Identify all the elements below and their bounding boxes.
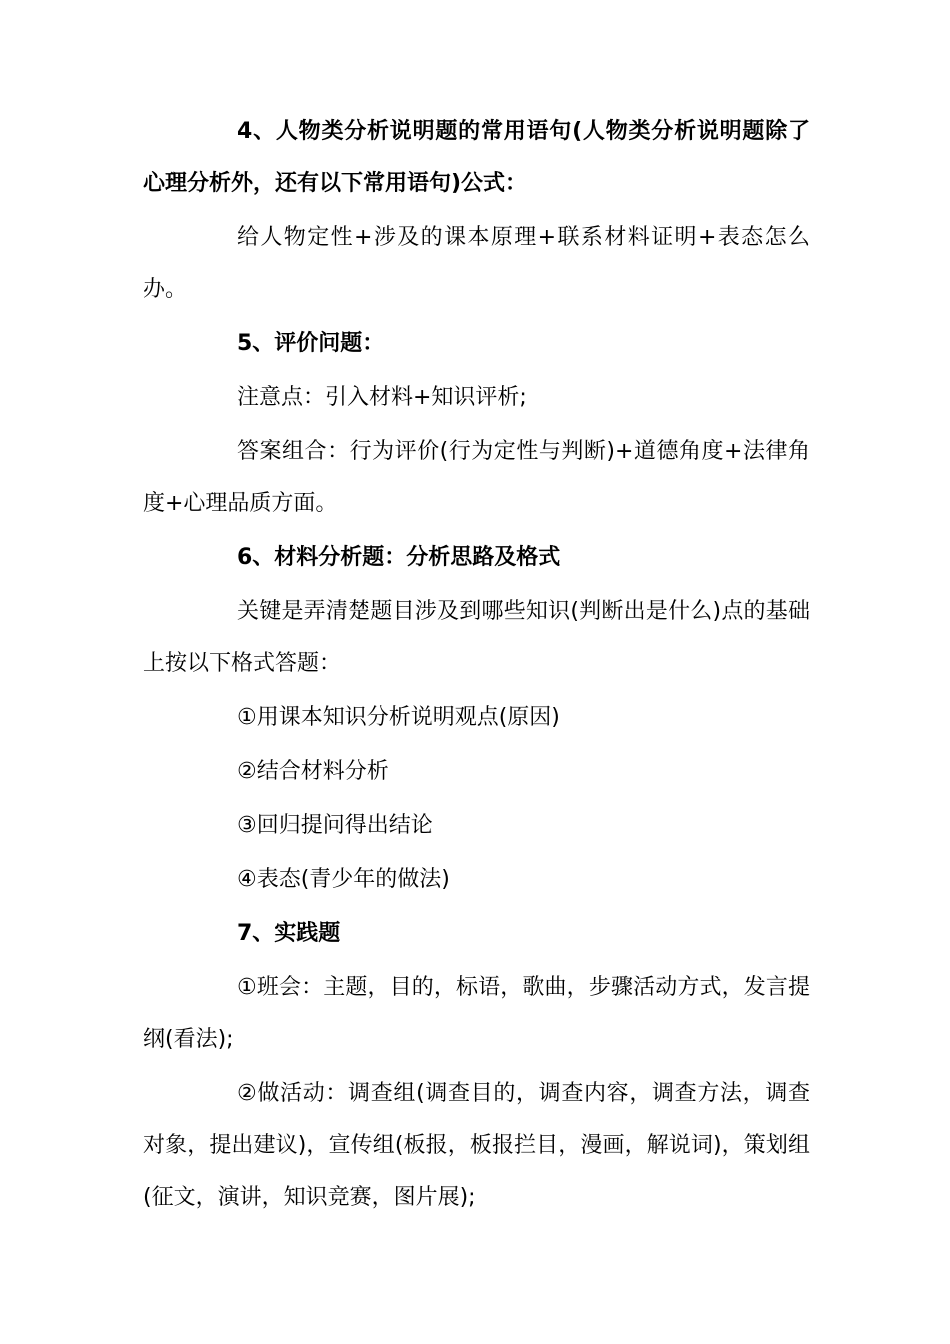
- paragraph-key-point: 关键是弄清楚题目涉及到哪些知识(判断出是什么)点的基础上按以下格式答题：: [143, 599, 810, 676]
- list-item-2: ②结合材料分析: [237, 759, 389, 784]
- paragraph-attention-points: 注意点：引入材料+知识评析;: [237, 385, 527, 410]
- list-item-4: ④表态(青少年的做法): [237, 867, 450, 892]
- paragraph-activities: ②做活动：调查组(调查目的，调查内容，调查方法，调查对象，提出建议)，宣传组(板报，板报拦目，漫画，解说词)，策划组(征文，演讲，知识竞赛，图片展);: [143, 1081, 810, 1210]
- heading-6-material-analysis: 6、材料分析题：分析思路及格式: [237, 545, 561, 570]
- heading-5-evaluation: 5、评价问题：: [237, 331, 385, 356]
- heading-7-practice: 7、实践题: [237, 921, 341, 946]
- list-item-3: ③回归提问得出结论: [237, 813, 433, 838]
- paragraph-class-meeting: ①班会：主题，目的，标语，歌曲，步骤活动方式，发言提纲(看法);: [143, 975, 810, 1052]
- paragraph-formula: 给人物定性+涉及的课本原理+联系材料证明+表态怎么办。: [143, 225, 810, 302]
- heading-4-people-analysis: 4、人物类分析说明题的常用语句(人物类分析说明题除了心理分析外，还有以下常用语句)公式：: [143, 119, 810, 196]
- list-item-1: ①用课本知识分析说明观点(原因): [237, 705, 560, 730]
- paragraph-answer-combination: 答案组合：行为评价(行为定性与判断)+道德角度+法律角度+心理品质方面。: [143, 439, 810, 516]
